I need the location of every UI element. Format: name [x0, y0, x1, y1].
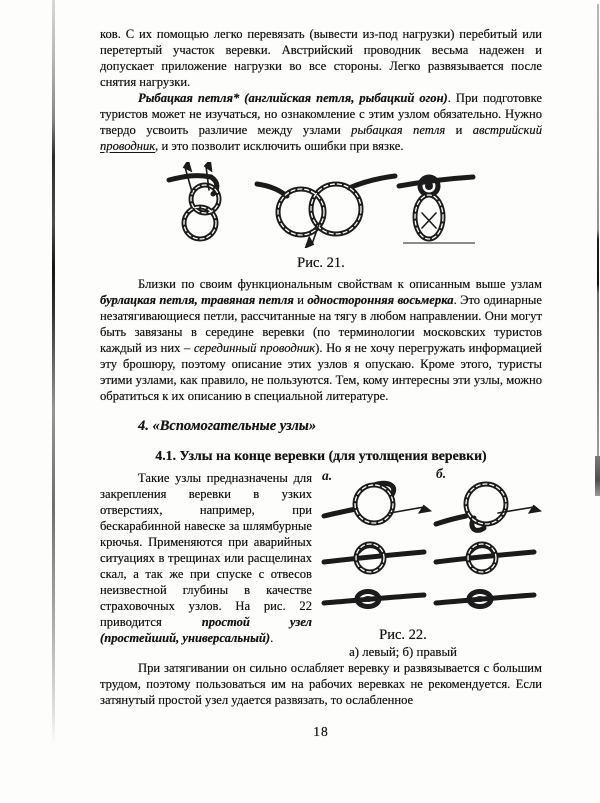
figure-22-label-a: а.: [322, 468, 333, 483]
figure-22-caption: Рис. 22.: [379, 627, 427, 643]
figure-21-knot-illustrations: [165, 162, 477, 248]
paragraph-fisherman-loop: Рыбацкая петля* (английская петля, рыбацкий огон). При подготовке туристов может не изучаться, но ознакомление с этим узлом обязательно. Нужно твердо усвоить различие между узлами рыбацкая петля и австрийский проводник, и это позволит исключить ошибки при вязке.: [100, 91, 542, 153]
section-heading-auxiliary-knots: 4. «Вспомогательные узлы»: [138, 418, 317, 434]
page-number: 18: [313, 724, 329, 739]
paragraph-similar-knots: Близки по своим функциональным свойствам к описанным выше узлам бурлацкая петля, травяная петля и односторонняя восьмерка. Это одинарные незатягивающиеся петли, рассчитанные на тягу в любом направлении. Они могут быть завязаны в середине веревки (по терминологии московских туристов каждый из них – серединный проводник). Но я не хочу перегружать информацией эту брошюру, поэтому описание этих узлов я опускаю. Кроме этого, туристы этими узлами, как правило, не пользуются. Тем, кому интересны эти узлы, можно обратиться к их описанию в специальной литературе.: [100, 277, 542, 403]
subsection-heading-rope-end-knots: 4.1. Узлы на конце веревки (для утолщения веревки): [155, 448, 487, 463]
text-and-figure-row: [100, 466, 542, 660]
paragraph-knot-untying: ков. С их помощью легко перевязать (вывести из-под нагрузки) перебитый или перетертый участок веревки. Австрийский проводник весьма надежен и допускает приложение нагрузки во все стороны. Легко развязывается после снятия нагрузки.: [100, 27, 542, 89]
figure-21-caption: Рис. 21.: [297, 255, 345, 271]
paragraph-rope-end-knots: Такие узлы предназначены для закрепления веревки в узких отверстиях, например, при бескарабинной навеске за шлямбурные крючья. Применяются при аварийных ситуациях в трещинах или расщелинах скал, а так же при спуске с отвесов неизвестной глубины в качестве страховочных узлов. На рис. 22 приводится простой узел (простейший, универсальный).: [100, 471, 312, 645]
figure-22-knot-illustrations: [320, 472, 542, 620]
up-arrow-icon: [185, 167, 192, 192]
fisherman-loop-knot-drawing: [399, 177, 475, 243]
figure-21: [100, 162, 542, 272]
paragraph-knot-tightening: При затягивании он сильно ослабляет веревку и развязывается с большим трудом, поэтому пользоваться им на рабочих веревках не рекомендуется. Если затянутый простой узел удается развязать, то ослабленное: [100, 661, 542, 707]
figure-22-subcaption: а) левый; б) правый: [349, 645, 457, 659]
scan-artifact-right-edge-end: [595, 456, 600, 496]
scan-artifact-right-edge: [597, 4, 599, 456]
figure-eight-knot-drawing: [169, 166, 219, 239]
overhand-knot-right-sequence: [436, 484, 534, 607]
scan-artifact-left-edge: [52, 0, 55, 745]
overhand-knot-left-sequence: [324, 483, 424, 606]
figure-22: [320, 466, 542, 660]
x-mark-icon: [422, 213, 436, 228]
page-content: [100, 26, 542, 740]
figure-22-label-b: б.: [436, 466, 447, 481]
double-loop-knot-drawing: [257, 176, 395, 244]
